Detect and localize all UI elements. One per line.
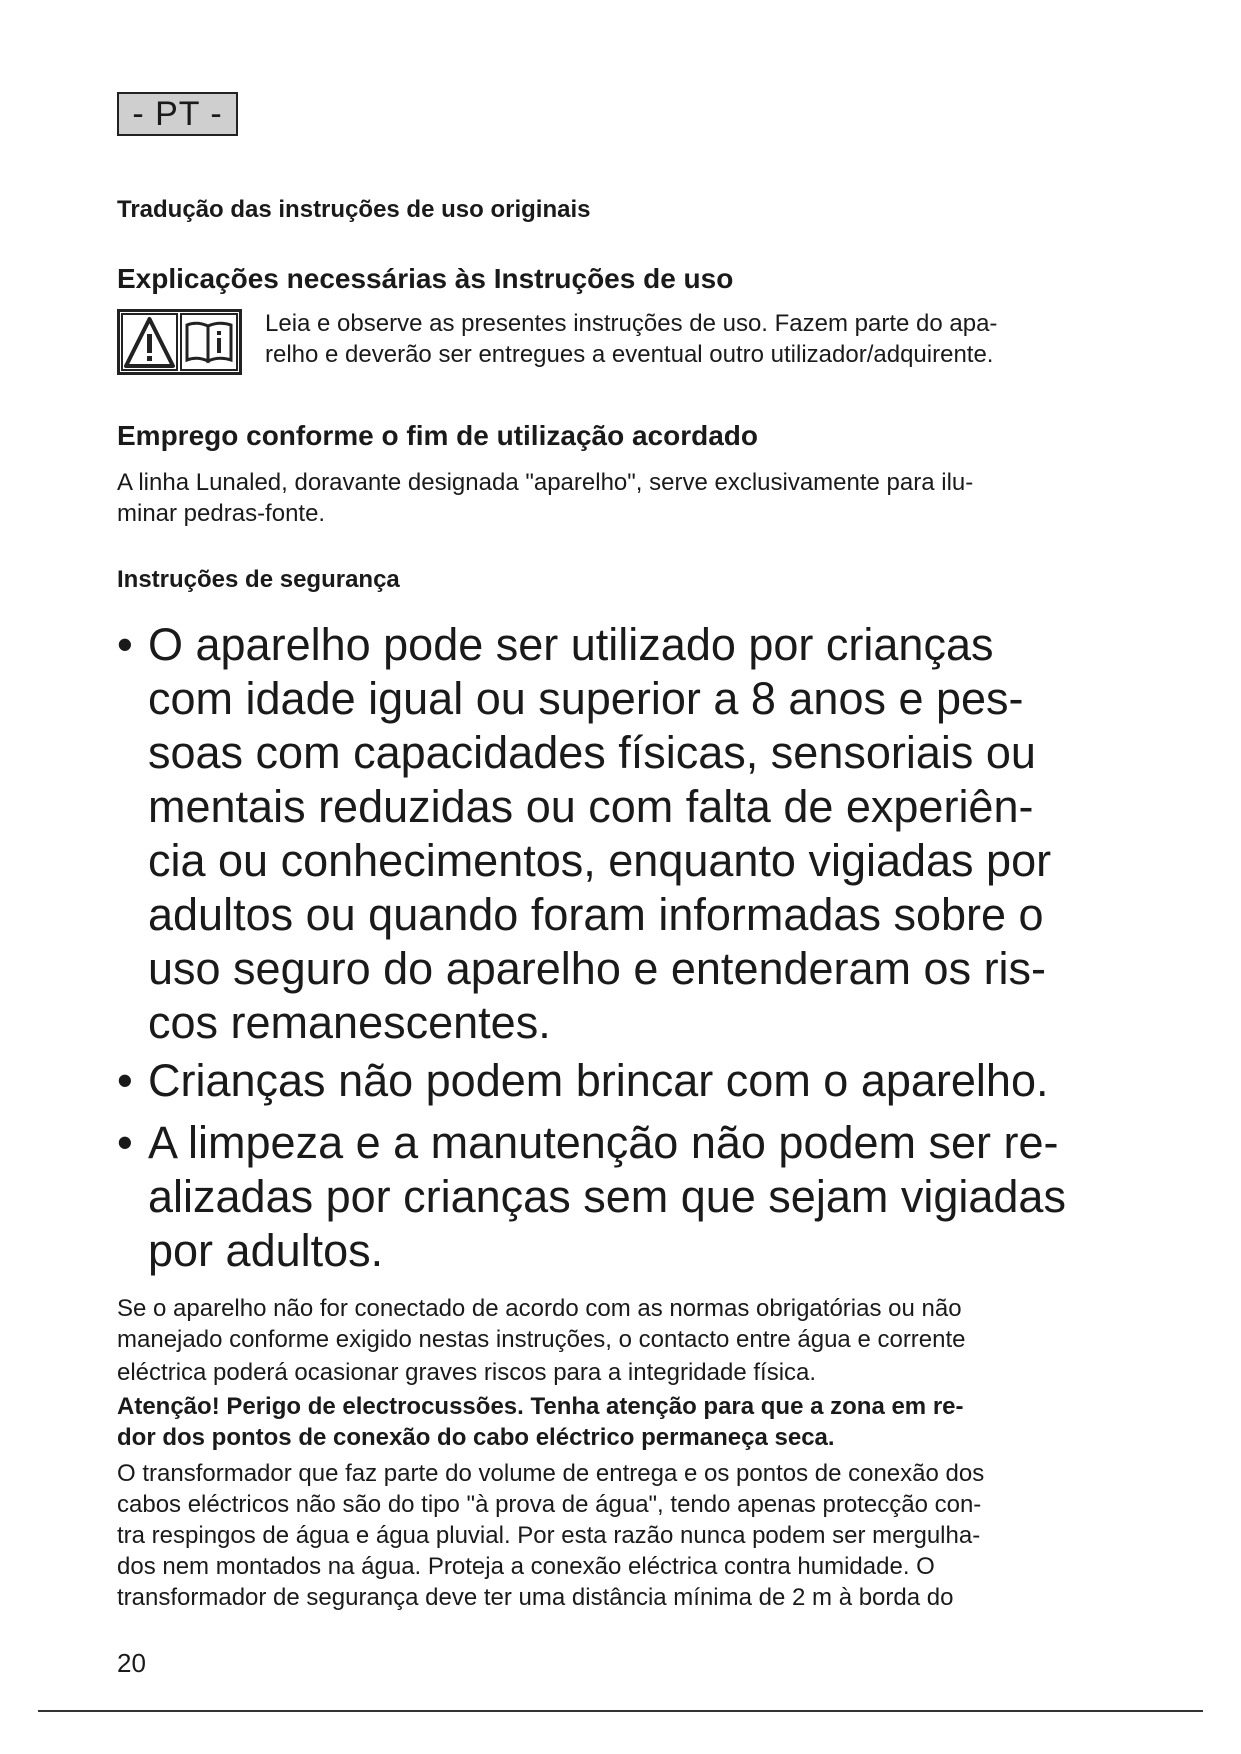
section-heading-explanations: Explicações necessárias às Instruções de uso (117, 263, 734, 294)
bullet-line: Crianças não podem brincar com o aparelho. (148, 1055, 1049, 1106)
section-heading-intended-use: Emprego conforme o fim de utilização acordado (117, 420, 758, 451)
bullet-line: mentais reduzidas ou com falta de experiên- (148, 781, 1034, 832)
paragraph-line: eléctrica poderá ocasionar graves riscos para a integridade física. (117, 1359, 817, 1386)
section1-line: relho e deverão ser entregues a eventual outro utilizador/adquirente. (265, 341, 994, 368)
paragraph-line: manejado conforme exigido nestas instruções, o contacto entre água e corrente (117, 1326, 966, 1353)
paragraph-line: Se o aparelho não for conectado de acordo com as normas obrigatórias ou não (117, 1295, 962, 1322)
bullet-line: cia ou conhecimentos, enquanto vigiadas por (148, 835, 1052, 886)
paragraph-line: cabos eléctricos não são do tipo "à prova de água", tendo apenas protecção con- (117, 1491, 982, 1518)
language-tag: - PT - (117, 92, 238, 136)
paragraph-line: O transformador que faz parte do volume de entrega e os pontos de conexão dos (117, 1460, 985, 1487)
electrocution-warning: dor dos pontos de conexão do cabo eléctrico permaneça seca. (117, 1424, 835, 1451)
section2-line: A linha Lunaled, doravante designada "aparelho", serve exclusivamente para ilu- (117, 469, 974, 496)
bullet-line: soas com capacidades físicas, sensoriais ou (148, 727, 1036, 778)
electrocution-warning: Atenção! Perigo de electrocussões. Tenha atenção para que a zona em re- (117, 1393, 964, 1420)
paragraph-line: tra respingos de água e água pluvial. Por esta razão nunca podem ser mergulha- (117, 1522, 981, 1549)
bottom-rule (38, 1710, 1203, 1712)
section-heading-safety: Instruções de segurança (117, 566, 400, 593)
paragraph-line: dos nem montados na água. Proteja a conexão eléctrica contra humidade. O (117, 1553, 935, 1580)
bullet-line: alizadas por crianças sem que sejam vigiadas (148, 1171, 1066, 1222)
bullet-dot: • (117, 1117, 133, 1168)
bullet-dot: • (117, 619, 133, 670)
section1-line: Leia e observe as presentes instruções de uso. Fazem parte do apa- (265, 310, 998, 337)
document-title: Tradução das instruções de uso originais (117, 196, 591, 223)
bullet-line: com idade igual ou superior a 8 anos e pes- (148, 673, 1024, 724)
bullet-line: A limpeza e a manutenção não podem ser re- (148, 1117, 1059, 1168)
section2-line: minar pedras-fonte. (117, 500, 326, 527)
bullet-line: adultos ou quando foram informadas sobre o (148, 889, 1044, 940)
paragraph-line: transformador de segurança deve ter uma distância mínima de 2 m à borda do (117, 1584, 954, 1611)
bullet-line: por adultos. (148, 1225, 384, 1276)
bullet-line: O aparelho pode ser utilizado por crianças (148, 619, 994, 670)
bullet-dot: • (117, 1055, 133, 1106)
page-number: 20 (117, 1648, 146, 1678)
warning-and-manual-icon (117, 309, 242, 375)
bullet-line: uso seguro do aparelho e entenderam os ris- (148, 943, 1047, 994)
bullet-line: cos remanescentes. (148, 997, 551, 1048)
